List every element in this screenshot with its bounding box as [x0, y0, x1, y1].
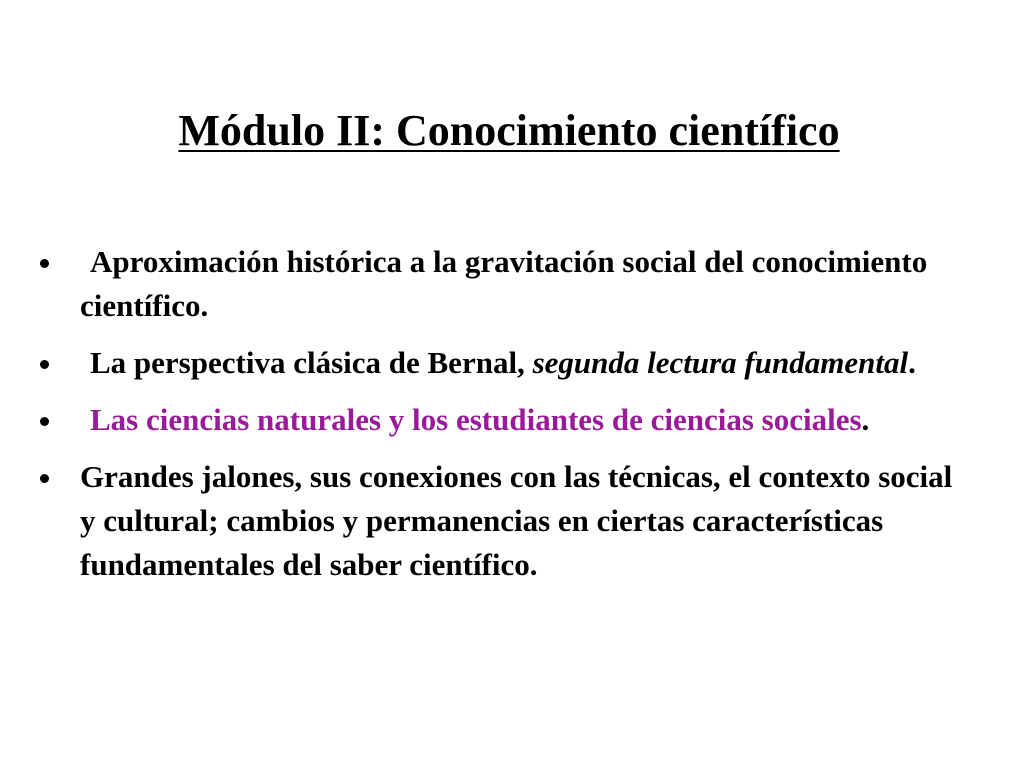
- bullet-text-end: .: [861, 402, 870, 437]
- slide-title: Módulo II: Conocimiento científico: [178, 106, 840, 155]
- bullet-text: Grandes jalones, sus conexiones con las técnicas, el contexto social y cultural; cambios y permanencias en ciertas características fundamentales del saber científico.: [80, 459, 953, 582]
- bullet-dot-icon: [40, 259, 49, 268]
- bullet-text: Aproximación histórica a la gravitación social del conocimiento científico.: [80, 244, 928, 323]
- bullet-item-2: [40, 341, 970, 385]
- bullet-dot-icon: [40, 417, 49, 426]
- bullet-item-3: [40, 398, 970, 442]
- bullet-list: [40, 240, 970, 587]
- bullet-item-1: [40, 240, 970, 328]
- bullet-text: La perspectiva clásica de Bernal,: [90, 345, 533, 380]
- bullet-text-end: .: [908, 345, 916, 380]
- bullet-dot-icon: [40, 360, 49, 369]
- bullet-text-italic: segunda lectura fundamental: [532, 345, 909, 380]
- bullet-item-4: [40, 455, 970, 587]
- bullet-dot-icon: [40, 474, 49, 483]
- bullet-text-highlighted: Las ciencias naturales y los estudiantes de ciencias sociales: [90, 402, 862, 437]
